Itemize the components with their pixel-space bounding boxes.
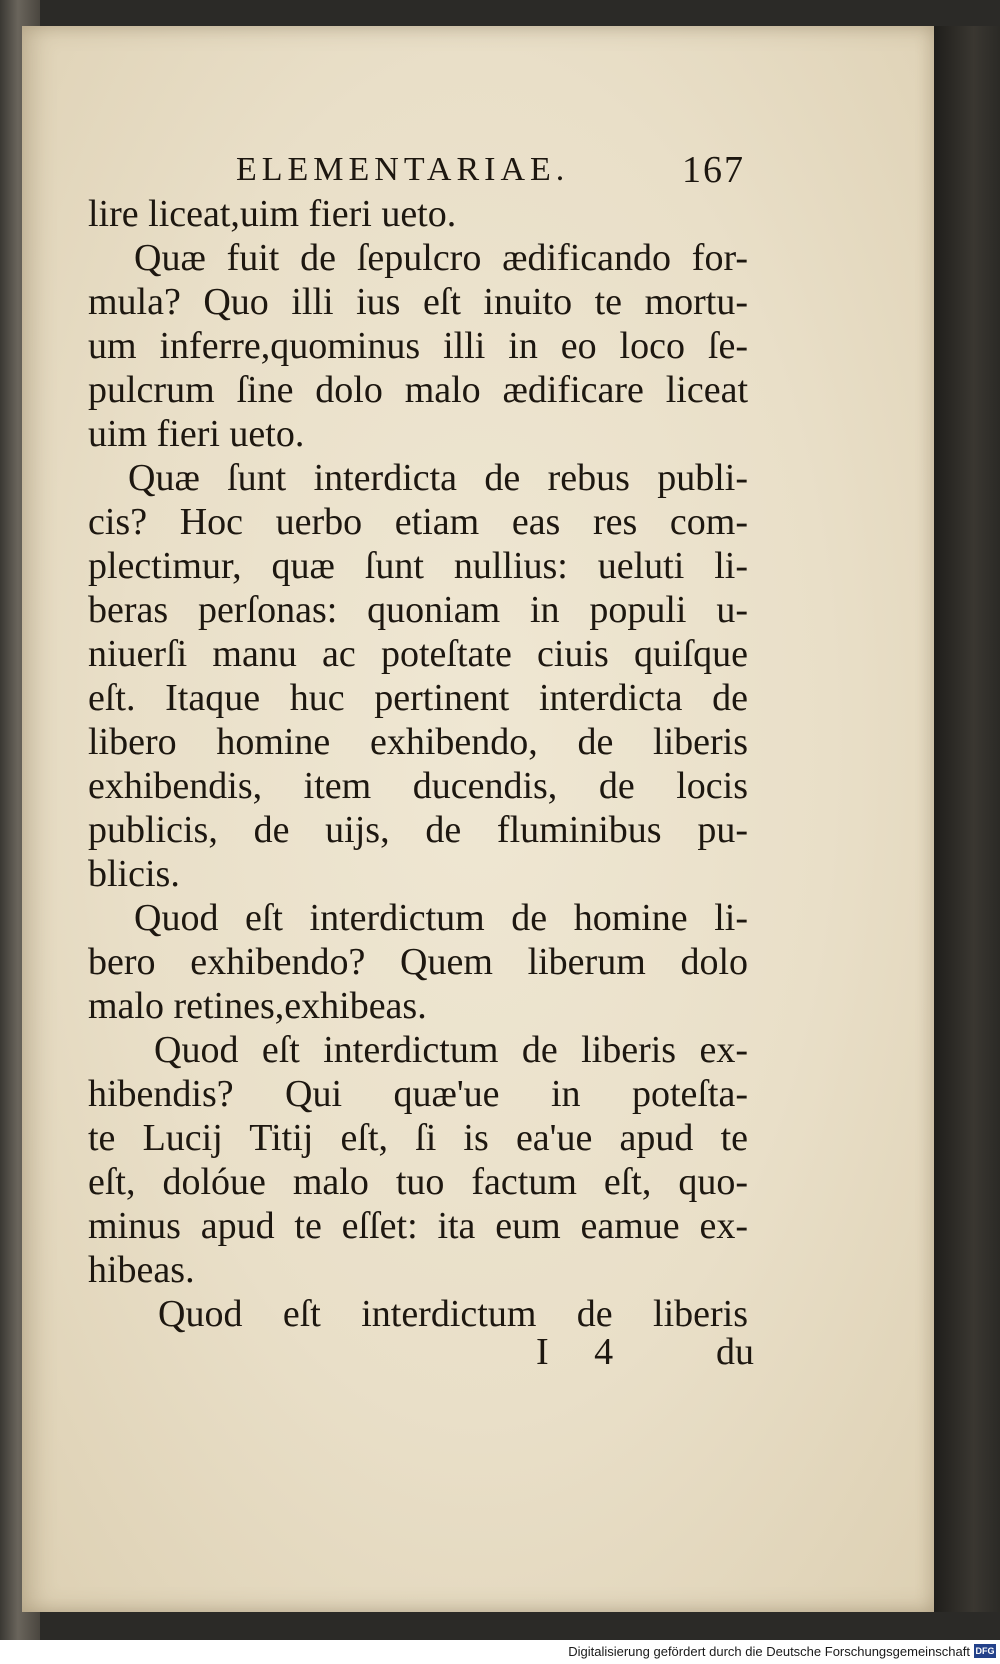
text-line: malo retines,exhibeas. — [88, 985, 427, 1027]
page-edge-shadow — [934, 26, 1000, 1612]
text-block — [22, 26, 934, 1612]
text-line: bero exhibendo? Quem liberum dolo — [88, 941, 748, 983]
text-line: Quæ ſunt interdicta de rebus publi- — [128, 457, 748, 499]
text-line: Quod eſt interdictum de homine li- — [134, 897, 748, 939]
text-line: exhibendis, item ducendis, de locis — [88, 765, 748, 807]
text-line: pulcrum ſine dolo malo ædificare liceat — [88, 369, 748, 411]
text-line: uim fieri ueto. — [88, 413, 305, 455]
text-line: blicis. — [88, 853, 180, 895]
text-line: minus apud te eſſet: ita eum eamue ex- — [88, 1205, 748, 1247]
dfg-logo-icon: DFG — [975, 1646, 995, 1656]
text-line: cis? Hoc uerbo etiam eas res com- — [88, 501, 748, 543]
digitization-credit-bar — [0, 1640, 1000, 1664]
text-line: hibendis? Qui quæ'ue in poteſta- — [88, 1073, 748, 1115]
text-line: eſt. Itaque huc pertinent interdicta de — [88, 677, 748, 719]
text-line: lire liceat,uim fieri ueto. — [88, 193, 457, 235]
text-line: publicis, de uijs, de fluminibus pu- — [88, 809, 748, 851]
credit-text: Digitalisierung gefördert durch die Deutsche Forschungsgemeinschaft — [568, 1644, 970, 1659]
text-line: Quod eſt interdictum de liberis — [158, 1293, 748, 1335]
text-line: um inferre,quominus illi in eo loco ſe- — [88, 325, 748, 367]
text-line: hibeas. — [88, 1249, 195, 1291]
running-head: ELEMENTARIAE. — [236, 151, 570, 188]
book-page — [22, 26, 934, 1612]
text-line: plectimur, quæ ſunt nullius: ueluti li- — [88, 545, 748, 587]
text-line: eſt, dolóue malo tuo factum eſt, quo- — [88, 1161, 748, 1203]
text-line: beras perſonas: quoniam in populi u- — [88, 589, 748, 631]
catchword: du — [716, 1331, 754, 1373]
text-line: niuerſi manu ac poteſtate ciuis quiſque — [88, 633, 748, 675]
text-line: Quod eſt interdictum de liberis ex- — [154, 1029, 748, 1071]
page-number: 167 — [682, 149, 745, 191]
text-line: Quæ fuit de ſepulcro ædificando for- — [134, 237, 748, 279]
text-line: te Lucij Titij eſt, ſi is ea'ue apud te — [88, 1117, 748, 1159]
signature-mark: I 4 — [536, 1331, 632, 1373]
text-line: mula? Quo illi ius eſt inuito te mortu- — [88, 281, 748, 323]
text-line: libero homine exhibendo, de liberis — [88, 721, 748, 763]
